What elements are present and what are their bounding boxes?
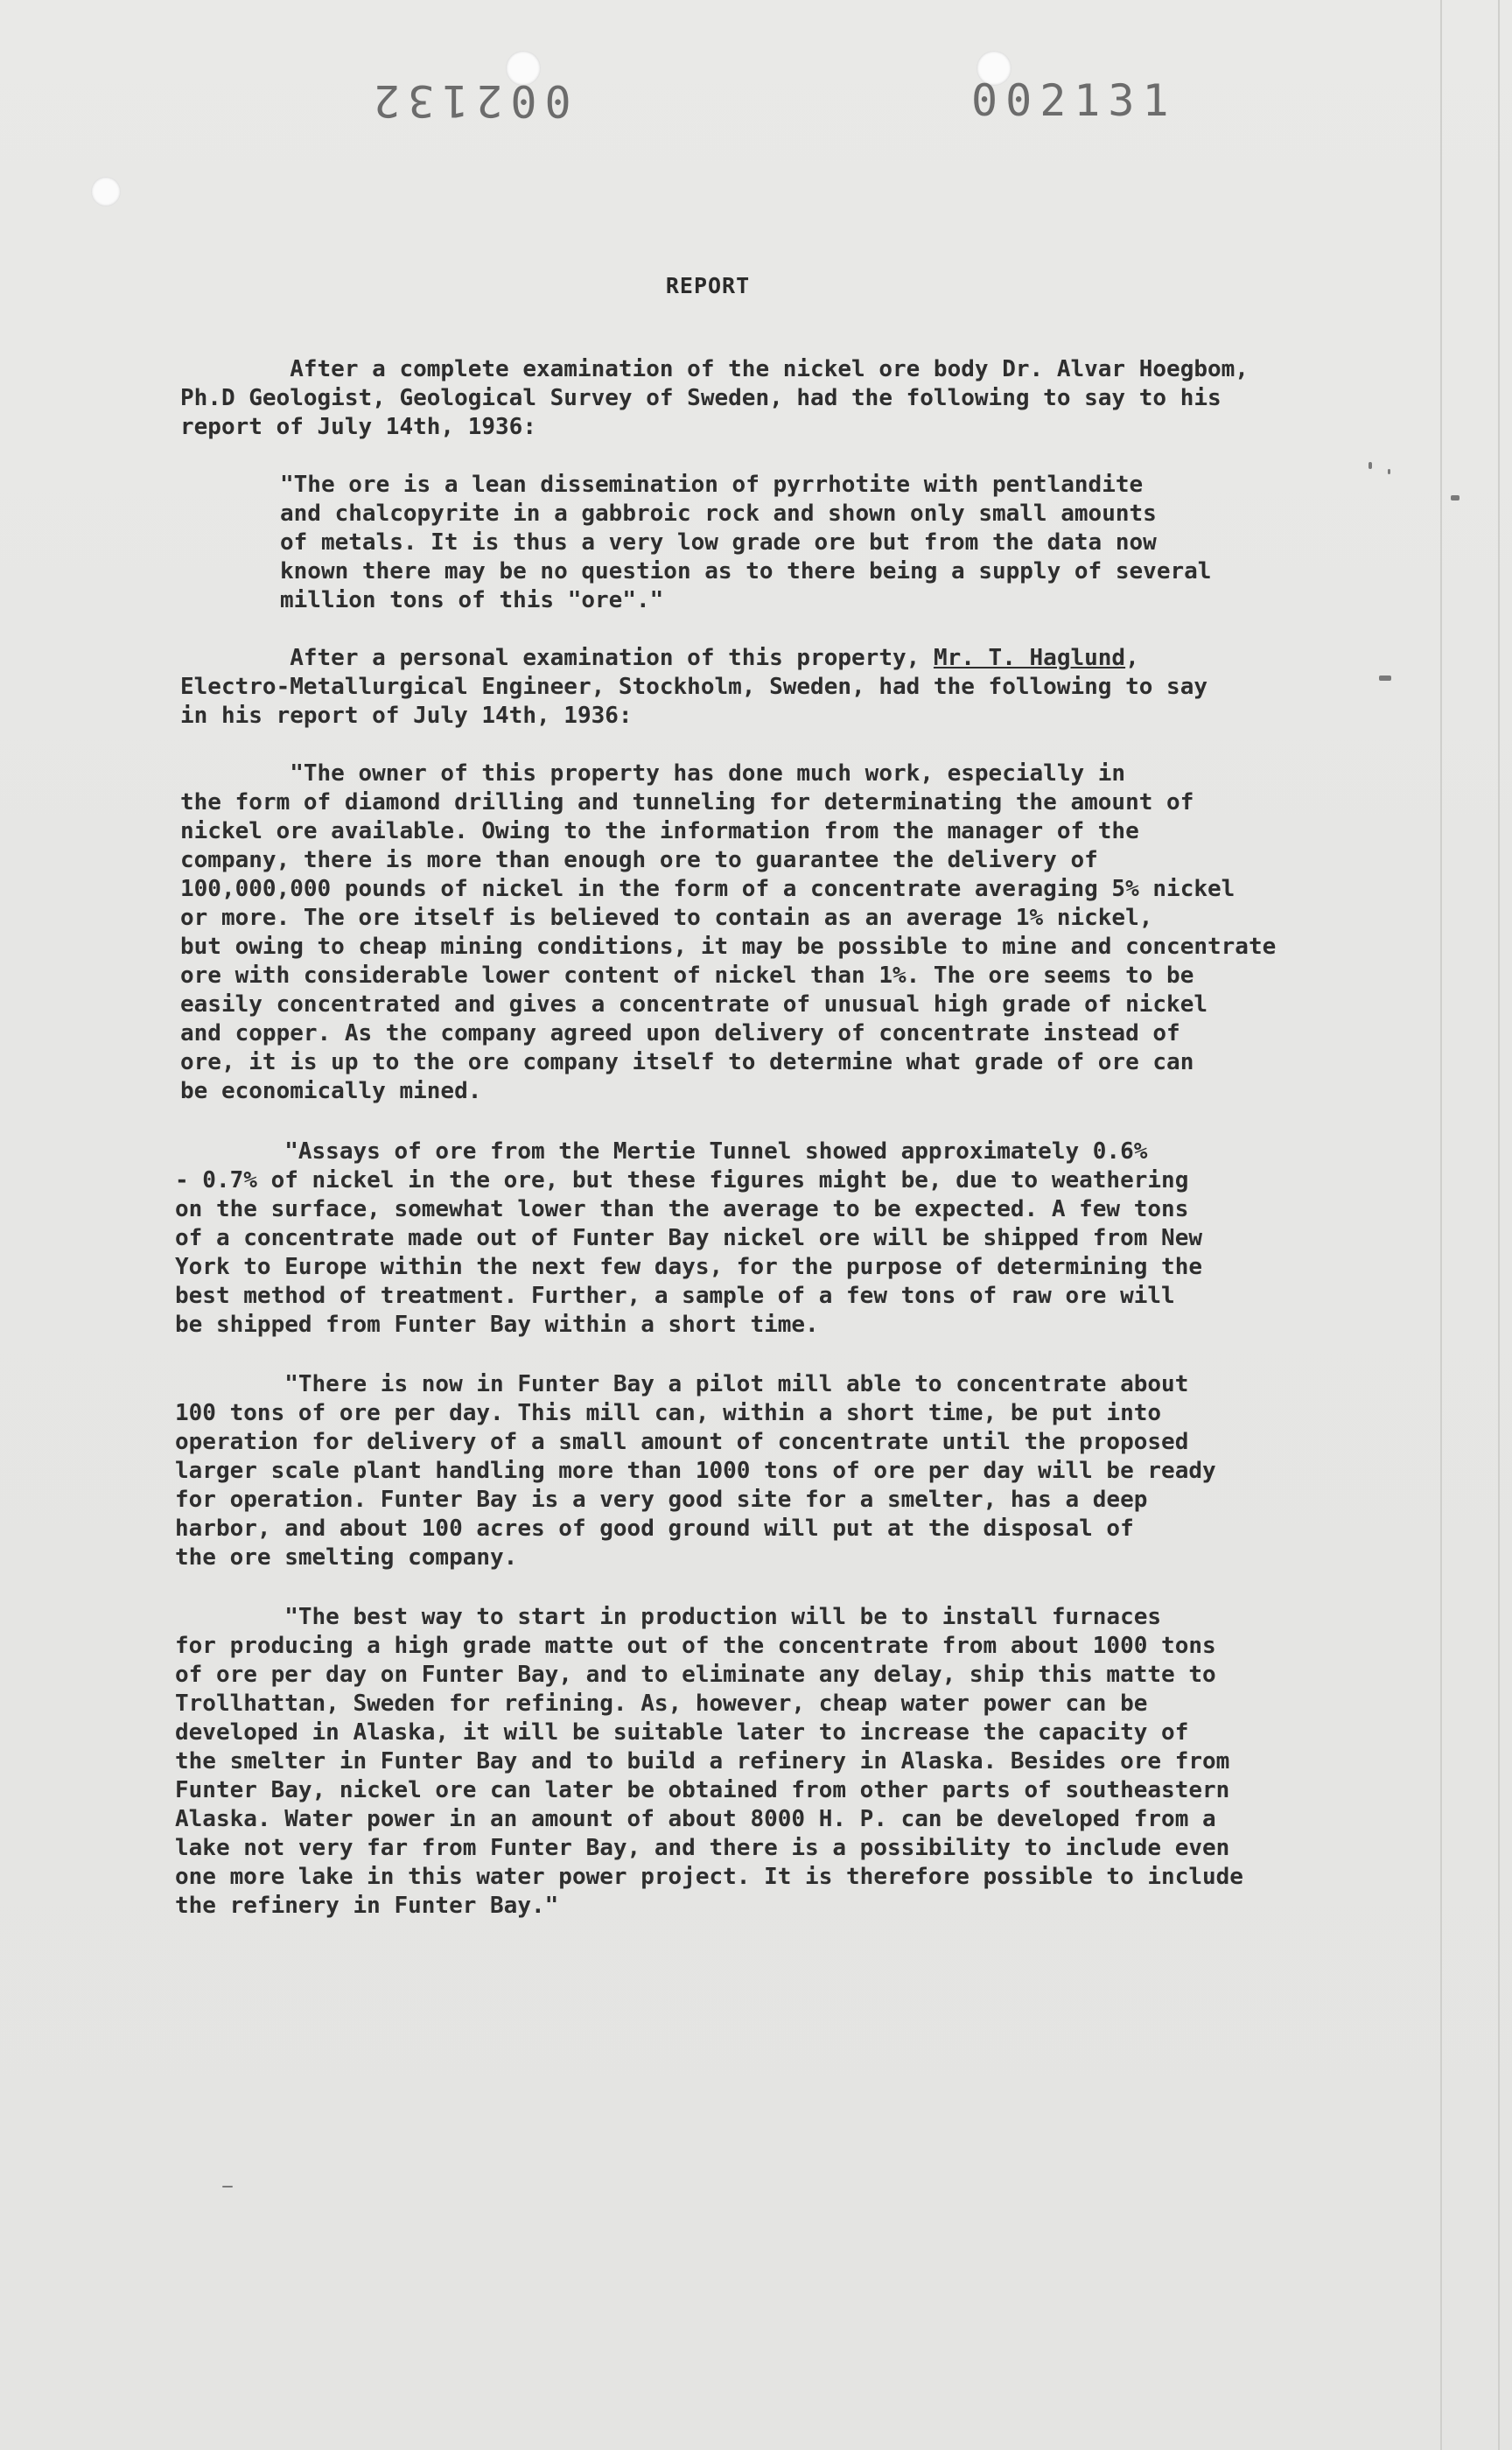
page-edge-line [1440, 0, 1442, 2450]
speck-mark [1451, 495, 1460, 500]
haglund-name: Mr. T. Haglund [933, 645, 1126, 671]
paragraph-haglund-quote-2: "Assays of ore from the Mertie Tunnel showed approximately 0.6% - 0.7% of nickel in the ore, but these figures might be, due to weathering on the surface, somewhat lower than the average to be expected. A few tons of a concentrate made out of Funter Bay nickel ore will be shipped from New York to Europe within the next few days, for the purpose of determining the best method of treatment. Further, a sample of a few tons of raw ore will be shipped from Funter Bay within a short time. [175, 1138, 1202, 1338]
paragraph-hoegbom-intro: After a complete examination of the nickel ore body Dr. Alvar Hoegbom, Ph.D Geologist, Geological Survey of Sweden, had the following to say to his report of July 14th, 1936: [180, 356, 1249, 440]
page-edge-line [1498, 0, 1500, 2450]
document-number-stamp-inverted: 002132 [366, 75, 571, 126]
speck-mark [222, 2186, 233, 2188]
report-title: REPORT [665, 273, 751, 298]
speck-mark [1388, 469, 1390, 474]
speck-mark [1368, 462, 1372, 469]
paragraph-hoegbom-quote: "The ore is a lean dissemination of pyrrhotite with pentlandite and chalcopyrite in a gabbroic rock and shown only small amounts of metals. It is thus a very low grade ore but from the data now known there may be no question as to there being a supply of several million tons of this "ore"." [280, 472, 1212, 613]
document-number-stamp: 002131 [971, 75, 1177, 126]
speck-mark [1379, 676, 1391, 681]
haglund-intro-rest: Electro-Metallurgical Engineer, Stockholm, Sweden, had the following to say in his report of July 14th, 1936: [180, 674, 1208, 729]
punch-hole [91, 177, 121, 206]
paragraph-haglund-intro [180, 644, 1208, 731]
paragraph-haglund-quote-3: "There is now in Funter Bay a pilot mill able to concentrate about 100 tons of ore per day. This mill can, within a short time, be put into operation for delivery of a small amount of concentrate until the proposed larger scale plant handling more than 1000 tons of ore per day will be ready for operation. Funter Bay is a very good site for a smelter, has a deep harbor, and about 100 acres of good ground will put at the disposal of the ore smelting company. [175, 1371, 1216, 1571]
paragraph-haglund-quote-4: "The best way to start in production will be to install furnaces for producing a high grade matte out of the concentrate from about 1000 tons of ore per day on Funter Bay, and to eliminate any delay, ship this matte to Trollhattan, Sweden for refining. As, however, cheap water power can be developed in Alaska, it will be suitable later to increase the capacity of the smelter in Funter Bay and to build a refinery in Alaska. Besides ore from Funter Bay, nickel ore can later be obtained from other parts of southeastern Alaska. Water power in an amount of about 8000 H. P. can be developed from a lake not very far from Funter Bay, and there is a possibility to include even one more lake in this water power project. It is therefore possible to include the refinery in Funter Bay." [175, 1604, 1243, 1919]
haglund-intro-prefix: After a personal examination of this property, [180, 645, 934, 671]
paragraph-haglund-quote-1: "The owner of this property has done much work, especially in the form of diamond drilling and tunneling for determinating the amount of nickel ore available. Owing to the information from the manager of the company, there is more than enough ore to guarantee the delivery of 100,000,000 pounds of nickel in the form of a concentrate averaging 5% nickel or more. The ore itself is believed to contain as an average 1% nickel, but owing to cheap mining conditions, it may be possible to mine and concentrate ore with considerable lower content of nickel than 1%. The ore seems to be easily concentrated and gives a concentrate of unusual high grade of nickel and copper. As the company agreed upon delivery of concentrate instead of ore, it is up to the ore company itself to determine what grade of ore can be economically mined. [180, 760, 1277, 1104]
haglund-intro-suffix: , [1125, 645, 1139, 671]
